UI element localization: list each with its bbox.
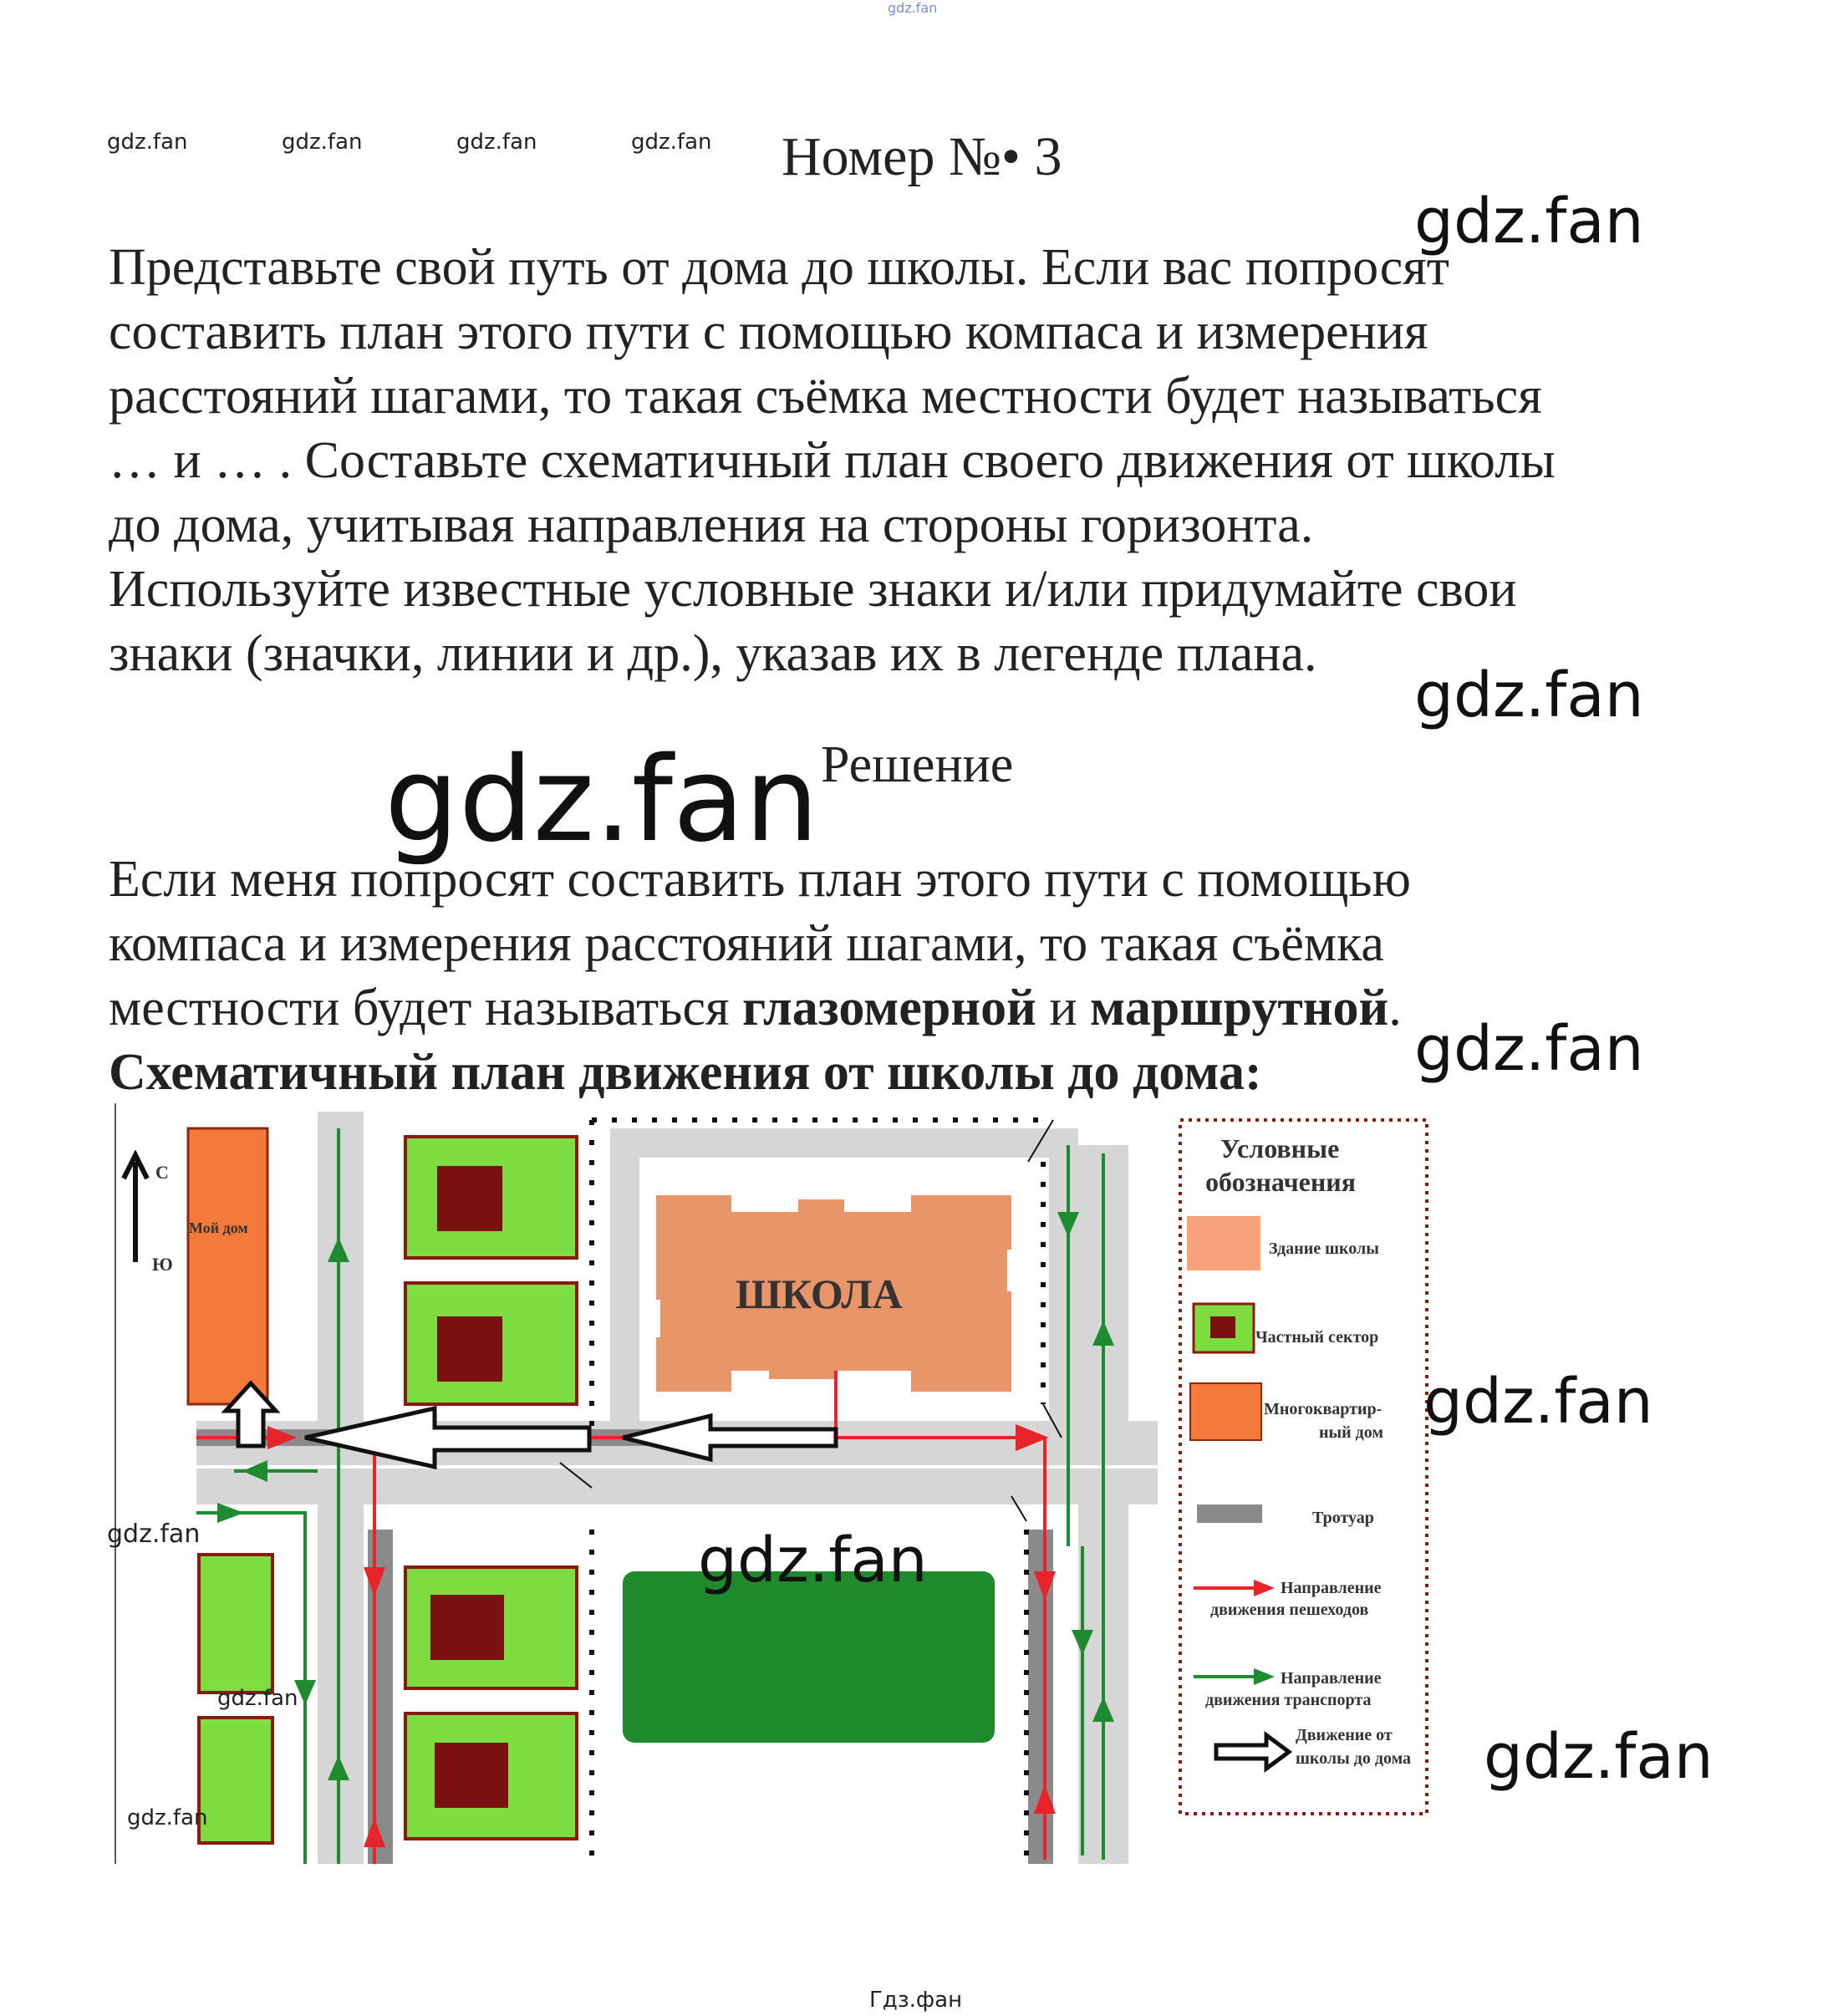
solution-text-segment: . bbox=[1388, 980, 1402, 1036]
legend-pedestrian-label: движения пешеходов bbox=[1210, 1601, 1369, 1619]
legend-route-label: Движение от bbox=[1296, 1726, 1393, 1744]
route-plan-map bbox=[109, 1095, 1446, 1872]
legend-transport-label: Направление bbox=[1281, 1669, 1382, 1688]
solution-text-segment: местности будет называться bbox=[109, 980, 742, 1036]
task-line: Используйте известные условные знаки и/или придумайте свои bbox=[109, 561, 1517, 618]
watermark-header-2: gdz.fan bbox=[282, 130, 363, 155]
legend-apartment-label: ный дом bbox=[1319, 1423, 1384, 1442]
watermark-left-3: gdz.fan bbox=[127, 1805, 208, 1830]
plan-heading: Схематичный план движения от школы до дома: bbox=[109, 1044, 1262, 1101]
private-house bbox=[405, 1137, 577, 1258]
watermark-right-1: gdz.fan bbox=[1414, 186, 1644, 257]
task-line: Представьте свой путь от дома до школы. Если вас попросят bbox=[109, 239, 1449, 296]
watermark-left-2: gdz.fan bbox=[217, 1686, 298, 1711]
solution-line: Если меня попросят составить план этого пути с помощью bbox=[109, 851, 1411, 908]
road-around-school bbox=[610, 1128, 639, 1429]
road-around-school bbox=[610, 1128, 1078, 1158]
legend-sidewalk-label: Тротуар bbox=[1312, 1509, 1374, 1527]
watermark-header-4: gdz.fan bbox=[631, 130, 712, 155]
park bbox=[623, 1571, 995, 1743]
legend-private-house-icon bbox=[1210, 1316, 1235, 1338]
road-around-school bbox=[1049, 1128, 1078, 1429]
legend-apartment-swatch bbox=[1190, 1383, 1261, 1440]
solution-text-segment: и bbox=[1036, 980, 1091, 1036]
answer-term-1: глазомерной bbox=[742, 980, 1036, 1036]
my-house-label: Мой дом bbox=[189, 1219, 248, 1236]
legend-apartment-label: Многоквартир- bbox=[1264, 1400, 1383, 1418]
watermark-left-1: gdz.fan bbox=[107, 1520, 201, 1549]
legend-title: обозначения bbox=[1205, 1167, 1357, 1197]
legend-transport-label: движения транспорта bbox=[1205, 1691, 1372, 1709]
watermark-header-1: gdz.fan bbox=[107, 130, 188, 155]
compass-north-label: С bbox=[155, 1162, 169, 1183]
watermark-center-big: gdz.fan bbox=[384, 732, 819, 868]
map-legend bbox=[1180, 1120, 1427, 1814]
legend-private-label: Частный сектор bbox=[1255, 1328, 1379, 1347]
solution-line: компаса и измерения расстояний шагами, то такая съёмка bbox=[109, 915, 1384, 972]
school-label: ШКОЛА bbox=[736, 1270, 903, 1317]
compass-south-label: Ю bbox=[152, 1254, 173, 1275]
legend-school-label: Здание школы bbox=[1269, 1240, 1379, 1258]
legend-sidewalk-swatch bbox=[1197, 1504, 1262, 1523]
watermark-map-center: gdz.fan bbox=[698, 1525, 928, 1596]
watermark-top: gdz.fan bbox=[888, 0, 938, 16]
task-text bbox=[109, 236, 1747, 686]
green-lot bbox=[199, 1555, 272, 1693]
legend-title: Условные bbox=[1220, 1133, 1340, 1163]
watermark-right-5: gdz.fan bbox=[1484, 1721, 1714, 1793]
task-line: … и … . Составьте схематичный план своего движения от школы bbox=[109, 432, 1556, 489]
solution-label: Решение bbox=[821, 736, 1014, 793]
legend-pedestrian-label: Направление bbox=[1281, 1579, 1382, 1597]
footer-watermark: Гдз.фан bbox=[869, 1988, 963, 2013]
green-lot bbox=[199, 1718, 272, 1843]
watermark-right-3: gdz.fan bbox=[1414, 1013, 1644, 1085]
legend-school-swatch bbox=[1187, 1216, 1260, 1270]
private-house bbox=[405, 1283, 577, 1404]
watermark-right-2: gdz.fan bbox=[1414, 659, 1644, 731]
watermark-header-3: gdz.fan bbox=[456, 130, 537, 155]
answer-term-2: маршрутной bbox=[1090, 980, 1389, 1036]
road-west-vertical bbox=[318, 1112, 364, 1864]
private-house bbox=[405, 1713, 577, 1839]
task-line: составить план этого пути с помощью компаса и измерения bbox=[109, 303, 1428, 360]
private-house bbox=[405, 1567, 577, 1688]
task-line: знаки (значки, линии и др.), указав их в легенде плана. bbox=[109, 625, 1317, 682]
transport-arrowhead-icon bbox=[217, 1503, 244, 1523]
task-line: до дома, учитывая направления на стороны горизонта. bbox=[109, 496, 1314, 553]
my-house bbox=[188, 1128, 267, 1404]
task-line: расстояний шагами, то такая съёмка местности будет называться bbox=[109, 368, 1542, 425]
legend-route-label: школы до дома bbox=[1296, 1749, 1412, 1768]
task-title: Номер №• 3 bbox=[782, 126, 1062, 187]
watermark-right-4: gdz.fan bbox=[1423, 1366, 1653, 1438]
